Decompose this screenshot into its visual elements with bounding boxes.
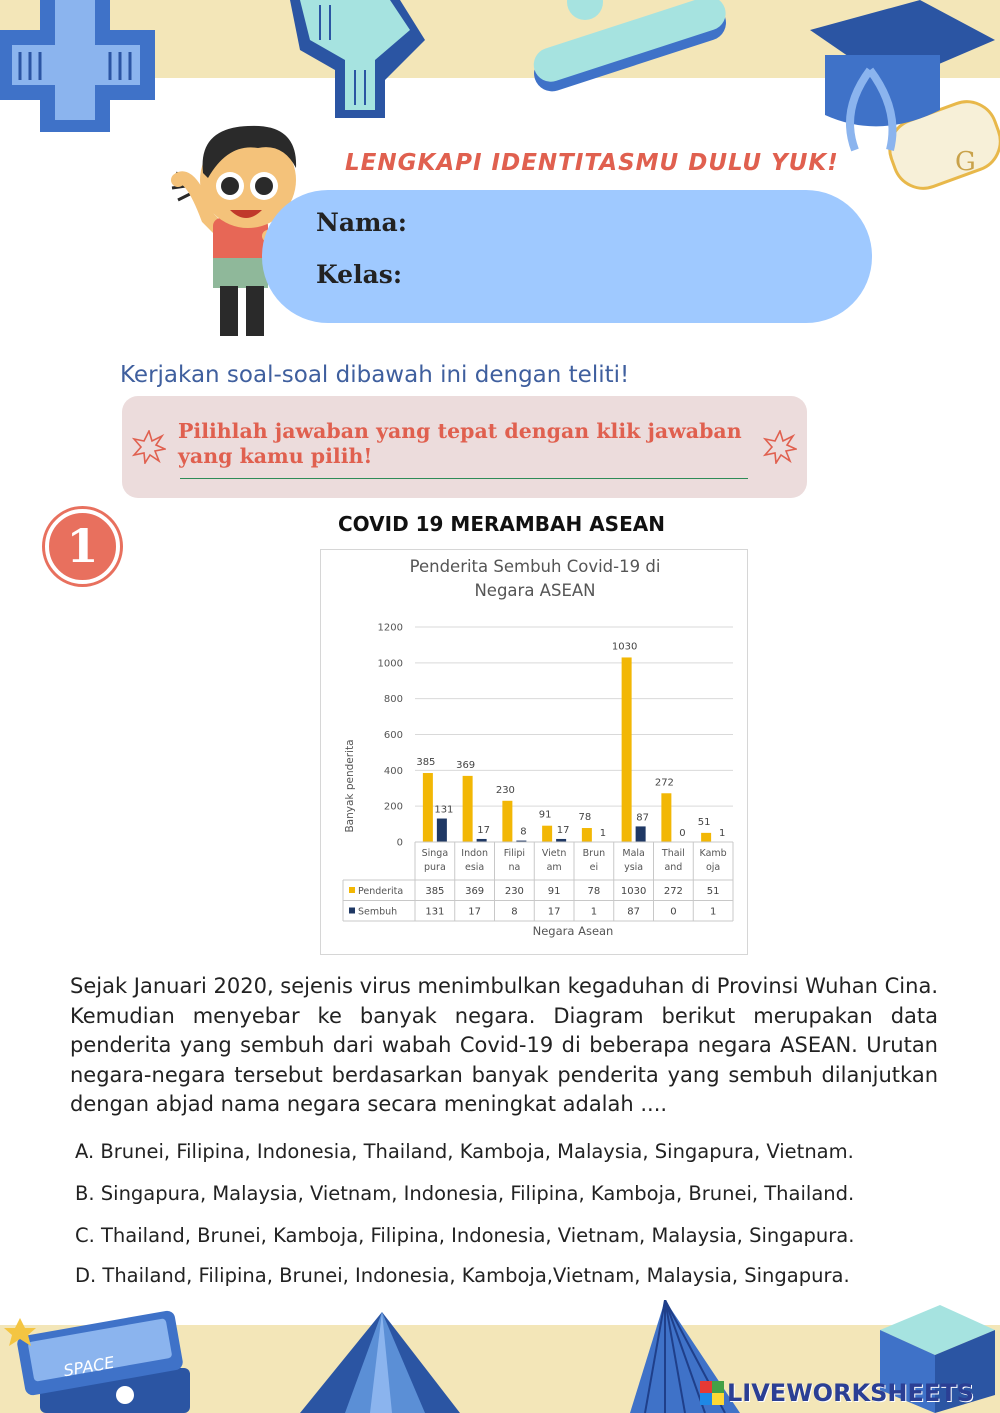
x-tick-label: am: [546, 862, 562, 873]
table-value: 0: [670, 906, 677, 918]
y-tick-label: 1000: [377, 658, 403, 670]
question-text: Sejak Januari 2020, sejenis virus menimbulkan kegaduhan di Provinsi Wuhan Cina. Kemudian menyebar ke banyak negara. Diagram berikut merupakan data penderita yang sembuh dari wabah Covid-19 di beberapa negara ASEAN. Urutan negara-negara tersebut berdasarkan banyak penderita yang sembuh dilanjutkan dengan abjad nama negara secara meningkat adalah ....: [70, 974, 938, 1116]
chart-title-line-1: Penderita Sembuh Covid-19 di: [409, 557, 661, 576]
table-value: 87: [627, 906, 640, 918]
y-tick-label: 400: [383, 765, 403, 777]
bar-penderita: [542, 826, 552, 842]
data-label-penderita: 1030: [611, 641, 638, 653]
data-label-sembuh: 1: [718, 827, 726, 839]
bar-penderita: [502, 801, 512, 842]
data-label-penderita: 51: [697, 816, 711, 828]
plus-sign-icon: [0, 0, 160, 135]
task-instruction: [178, 419, 778, 469]
y-tick-label: 600: [383, 730, 403, 741]
table-value: 1: [709, 906, 717, 918]
data-label-sembuh: 0: [679, 828, 686, 839]
answer-option-b[interactable]: B. Singapura, Malaysia, Vietnam, Indonesia, Filipina, Kamboja, Brunei, Thailand.: [75, 1182, 855, 1205]
data-label-penderita: 230: [495, 784, 515, 796]
bar-penderita: [622, 657, 632, 842]
class-label: Kelas:: [316, 260, 403, 289]
x-tick-label: Kamb: [699, 848, 727, 859]
data-label-sembuh: 87: [636, 812, 649, 824]
y-tick-label: 800: [383, 694, 403, 706]
x-tick-label: ei: [589, 862, 599, 873]
data-label-penderita: 78: [578, 812, 592, 824]
data-label-sembuh: 17: [477, 824, 490, 836]
bar-penderita: [423, 773, 433, 842]
bar-penderita: [661, 793, 671, 842]
percent-sign-icon: [500, 0, 730, 95]
class-input[interactable]: [425, 258, 845, 294]
data-label-sembuh: 131: [434, 804, 454, 816]
data-label-penderita: 385: [416, 757, 436, 769]
task-line-2: yang kamu pilih!: [178, 444, 373, 468]
x-tick-label: Thail: [661, 848, 685, 859]
table-value: 272: [663, 886, 683, 897]
data-label-sembuh: 8: [520, 826, 527, 838]
bar-penderita: [701, 833, 711, 842]
identity-heading: LENGKAPI IDENTITASMU DULU YUK!: [345, 150, 839, 176]
table-value: 385: [425, 886, 445, 897]
data-label-penderita: 272: [654, 777, 674, 789]
table-value: 91: [547, 886, 561, 897]
bar-penderita: [463, 776, 473, 842]
table-value: 1: [590, 906, 598, 918]
x-tick-label: Singa: [421, 848, 449, 859]
task-line-1: Pilihlah jawaban yang tepat dengan klik jawaban: [178, 419, 742, 443]
question-number-badge: 1: [45, 509, 120, 584]
legend-swatch: [349, 887, 355, 893]
legend-swatch: [349, 908, 355, 914]
table-value: 17: [468, 906, 481, 918]
legend-label: Penderita: [358, 886, 404, 897]
svg-text:G: G: [955, 147, 976, 177]
y-tick-label: 0: [396, 837, 403, 849]
table-value: 78: [587, 886, 601, 897]
x-tick-label: ysia: [624, 862, 644, 873]
x-tick-label: na: [508, 862, 521, 873]
answer-option-d[interactable]: D. Thailand, Filipina, Brunei, Indonesia, Kamboja,Vietnam, Malaysia, Singapura.: [75, 1264, 850, 1287]
table-value: 51: [706, 886, 720, 897]
liveworksheets-badge-icon: [700, 1381, 724, 1405]
answer-option-a[interactable]: A. Brunei, Filipina, Indonesia, Thailand, Kamboja, Malaysia, Singapura, Vietnam.: [75, 1140, 854, 1163]
x-tick-label: Indon: [461, 848, 488, 859]
x-tick-label: oja: [705, 862, 721, 873]
brand-text: LIVEWORKSHEETS: [727, 1379, 974, 1407]
instruction-text: Kerjakan soal-soal dibawah ini dengan teliti!: [120, 362, 630, 388]
data-label-sembuh: 1: [599, 827, 607, 839]
table-value: 17: [547, 906, 561, 918]
data-label-sembuh: 17: [556, 824, 570, 836]
x-axis-label: Negara Asean: [532, 924, 614, 938]
bar-sembuh: [437, 819, 447, 842]
x-tick-label: Filipi: [503, 848, 526, 859]
y-axis-label: Banyak penderita: [344, 739, 356, 833]
y-tick-label: 1200: [377, 622, 403, 634]
data-label-penderita: 91: [538, 809, 552, 821]
space-book-label: SPACE: [62, 1352, 116, 1381]
x-tick-label: esia: [464, 862, 485, 873]
y-tick-label: 200: [383, 801, 403, 813]
liveworksheets-logo: [700, 1378, 974, 1408]
x-tick-label: Brun: [582, 848, 606, 859]
table-value: 369: [465, 886, 485, 897]
data-label-penderita: 369: [456, 759, 476, 771]
name-input[interactable]: [425, 206, 845, 242]
chart-title-line-2: Negara ASEAN: [474, 581, 596, 600]
cross-shape-icon: [260, 0, 430, 120]
bar-penderita: [582, 828, 592, 842]
starburst-icon: [132, 430, 166, 464]
name-label: Nama:: [316, 208, 407, 237]
table-value: 131: [425, 906, 445, 918]
chart-container: [320, 549, 748, 955]
x-tick-label: pura: [423, 862, 446, 873]
table-value: 8: [511, 906, 518, 918]
space-book-icon: [0, 1298, 200, 1413]
x-tick-label: Vietn: [541, 848, 567, 859]
pyramid-icon: [300, 1312, 460, 1413]
task-underline: [180, 478, 748, 479]
bar-sembuh: [636, 826, 646, 842]
table-value: 1030: [620, 886, 647, 897]
x-tick-label: and: [664, 862, 683, 873]
legend-label: Sembuh: [358, 906, 398, 918]
x-tick-label: Mala: [622, 848, 645, 859]
question-title: COVID 19 MERAMBAH ASEAN: [338, 512, 665, 536]
table-value: 230: [504, 886, 524, 897]
bar-chart: [321, 550, 749, 956]
answer-option-c[interactable]: C. Thailand, Brunei, Kamboja, Filipina, Indonesia, Vietnam, Malaysia, Singapura.: [75, 1224, 855, 1247]
